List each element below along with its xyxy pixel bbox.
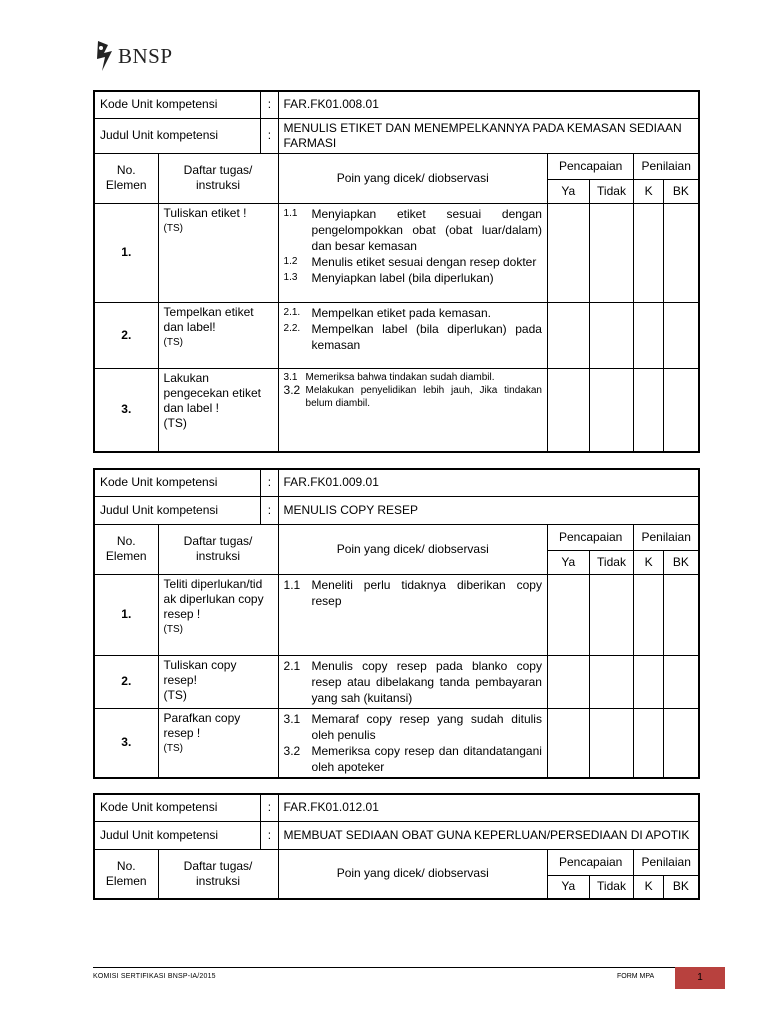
colon: : (261, 794, 278, 821)
checkbox-ya[interactable] (547, 302, 589, 368)
point-text: Memeriksa copy resep dan ditandatangani oleh apoteker (311, 743, 542, 774)
point-text: Mempelkan etiket pada kemasan. (311, 305, 491, 320)
point-number: 3.1 (283, 711, 301, 726)
point-number: 2.2. (283, 322, 301, 334)
task-text: Parafkan copy resep ! (163, 710, 241, 740)
footer-form-label: FORM MPA (617, 973, 655, 980)
checkbox-ya[interactable] (547, 203, 589, 302)
point-text: Menulis etiket sesuai dengan resep dokter (311, 254, 537, 269)
header-ya: Ya (547, 179, 589, 203)
point-item (284, 743, 542, 775)
kode-label: Kode Unit kompetensi (94, 91, 261, 118)
header-no-elemen: No. Elemen (94, 153, 158, 203)
kode-value: FAR.FK01.009.01 (278, 469, 699, 496)
point-text: Meneliti perlu tidaknya diberikan copy resep (311, 577, 542, 608)
header-bk: BK (663, 550, 699, 574)
logo-text: BNSP (118, 43, 173, 68)
task-text: Tuliskan copy resep! (163, 657, 237, 687)
points-cell (278, 708, 547, 778)
header-pencapaian: Pencapaian (547, 524, 633, 550)
checkbox-k[interactable] (634, 655, 663, 708)
point-number: 3.1 (283, 371, 298, 383)
table-row (94, 368, 699, 452)
header-no-elemen: No. Elemen (94, 849, 158, 899)
checkbox-k[interactable] (634, 302, 663, 368)
point-text: Menyiapkan label (bila diperlukan) (311, 270, 494, 285)
task-cell (158, 368, 278, 452)
header-k: K (634, 550, 663, 574)
footer-left-text: KOMISI SERTIFIKASI BNSP-IA/2015 (93, 973, 216, 980)
point-number: 2.1 (283, 658, 301, 673)
table-row (94, 203, 699, 302)
table-row (94, 302, 699, 368)
task-text: Tempelkan etiket dan label! (163, 304, 254, 334)
unit-table-1 (93, 90, 700, 453)
logo-emblem-icon (94, 39, 116, 73)
element-number: 2. (94, 302, 158, 368)
header-bk: BK (663, 875, 699, 899)
header-pencapaian: Pencapaian (547, 849, 633, 875)
checkbox-ya[interactable] (547, 574, 589, 655)
kode-label: Kode Unit kompetensi (94, 469, 261, 496)
unit-table-3 (93, 793, 700, 900)
point-number: 3.2 (283, 743, 301, 758)
checkbox-ya[interactable] (547, 368, 589, 452)
checkbox-ya[interactable] (547, 708, 589, 778)
checkbox-bk[interactable] (663, 302, 699, 368)
header-daftar-tugas: Daftar tugas/ instruksi (158, 524, 278, 574)
header-penilaian: Penilaian (634, 849, 699, 875)
points-cell (278, 302, 547, 368)
footer-divider (93, 967, 725, 968)
task-ts: (TS) (163, 336, 183, 348)
point-item (284, 254, 542, 270)
bnsp-logo (94, 38, 173, 74)
point-text: Mempelkan label (bila diperlukan) pada kemasan (311, 321, 542, 352)
task-cell (158, 655, 278, 708)
checkbox-ya[interactable] (547, 655, 589, 708)
point-item (284, 711, 542, 743)
header-penilaian: Penilaian (634, 153, 699, 179)
checkbox-tidak[interactable] (589, 203, 634, 302)
point-item (284, 384, 542, 410)
task-ts: (TS) (163, 623, 183, 635)
header-poin: Poin yang dicek/ diobservasi (278, 849, 547, 899)
checkbox-k[interactable] (634, 708, 663, 778)
points-cell (278, 368, 547, 452)
judul-label: Judul Unit kompetensi (94, 496, 261, 524)
task-ts: (TS) (163, 687, 187, 702)
checkbox-tidak[interactable] (589, 574, 634, 655)
colon: : (261, 821, 278, 849)
checkbox-bk[interactable] (663, 368, 699, 452)
point-item (284, 371, 542, 384)
points-cell (278, 655, 547, 708)
colon: : (261, 91, 278, 118)
table-row (94, 574, 699, 655)
point-number: 3.2 (283, 382, 301, 397)
element-number: 1. (94, 574, 158, 655)
header-tidak: Tidak (589, 179, 634, 203)
header-daftar-tugas: Daftar tugas/ instruksi (158, 153, 278, 203)
task-ts: (TS) (163, 742, 183, 754)
header-bk: BK (663, 179, 699, 203)
point-text: Memaraf copy resep yang sudah ditulis oleh penulis (311, 711, 542, 742)
checkbox-bk[interactable] (663, 574, 699, 655)
judul-value: MENULIS COPY RESEP (278, 496, 699, 524)
point-text: Memeriksa bahwa tindakan sudah diambil. (305, 371, 495, 383)
checkbox-tidak[interactable] (589, 302, 634, 368)
point-number: 1.1 (283, 577, 301, 592)
point-item (284, 658, 542, 706)
colon: : (261, 496, 278, 524)
point-number: 1.3 (283, 271, 298, 283)
checkbox-tidak[interactable] (589, 368, 634, 452)
page-number: 1 (675, 967, 725, 989)
header-ya: Ya (547, 550, 589, 574)
element-number: 3. (94, 368, 158, 452)
colon: : (261, 118, 278, 153)
element-number: 2. (94, 655, 158, 708)
header-poin: Poin yang dicek/ diobservasi (278, 153, 547, 203)
checkbox-tidak[interactable] (589, 708, 634, 778)
points-cell (278, 574, 547, 655)
unit-table-2 (93, 468, 700, 779)
task-text: Teliti diperlukan/tid ak diperlukan copy resep ! (163, 576, 264, 621)
judul-value: MENULIS ETIKET DAN MENEMPELKANNYA PADA KEMASAN SEDIAAN FARMASI (278, 118, 699, 153)
kode-value: FAR.FK01.008.01 (278, 91, 699, 118)
table-row (94, 655, 699, 708)
header-daftar-tugas: Daftar tugas/ instruksi (158, 849, 278, 899)
task-ts: (TS) (163, 222, 183, 234)
header-k: K (634, 179, 663, 203)
point-item (284, 577, 542, 609)
task-cell (158, 574, 278, 655)
point-item (284, 305, 542, 321)
task-cell (158, 708, 278, 778)
task-text: Lakukan pengecekan etiket dan label ! (163, 370, 261, 415)
checkbox-bk[interactable] (663, 708, 699, 778)
header-k: K (634, 875, 663, 899)
point-text: Menyiapkan etiket sesuai dengan pengelompokkan obat (obat luar/dalam) dan besar kemasan (311, 206, 542, 253)
checkbox-bk[interactable] (663, 203, 699, 302)
point-item (284, 270, 542, 286)
point-item (284, 321, 542, 353)
task-ts: (TS) (163, 415, 187, 430)
points-cell (278, 203, 547, 302)
header-poin: Poin yang dicek/ diobservasi (278, 524, 547, 574)
point-number: 1.1 (283, 207, 298, 219)
point-item (284, 206, 542, 254)
header-no-elemen: No. Elemen (94, 524, 158, 574)
task-cell (158, 203, 278, 302)
table-row (94, 708, 699, 778)
checkbox-k[interactable] (634, 574, 663, 655)
judul-value: MEMBUAT SEDIAAN OBAT GUNA KEPERLUAN/PERSEDIAAN DI APOTIK (278, 821, 699, 849)
colon: : (261, 469, 278, 496)
checkbox-k[interactable] (634, 203, 663, 302)
point-text: Melakukan penyelidikan lebih jauh, Jika tindakan belum diambil. (305, 384, 542, 409)
point-text: Menulis copy resep pada blanko copy resep atau dibelakang tanda pembayaran yang sah (kuitansi) (311, 658, 542, 705)
checkbox-tidak[interactable] (589, 655, 634, 708)
checkbox-k[interactable] (634, 368, 663, 452)
task-cell (158, 302, 278, 368)
point-number: 2.1. (283, 306, 301, 318)
point-number: 1.2 (283, 255, 298, 267)
judul-label: Judul Unit kompetensi (94, 821, 261, 849)
element-number: 3. (94, 708, 158, 778)
header-pencapaian: Pencapaian (547, 153, 633, 179)
element-number: 1. (94, 203, 158, 302)
kode-value: FAR.FK01.012.01 (278, 794, 699, 821)
header-tidak: Tidak (589, 550, 634, 574)
task-text: Tuliskan etiket ! (163, 205, 247, 220)
checkbox-bk[interactable] (663, 655, 699, 708)
header-tidak: Tidak (589, 875, 634, 899)
kode-label: Kode Unit kompetensi (94, 794, 261, 821)
header-ya: Ya (547, 875, 589, 899)
header-penilaian: Penilaian (634, 524, 699, 550)
judul-label: Judul Unit kompetensi (94, 118, 261, 153)
